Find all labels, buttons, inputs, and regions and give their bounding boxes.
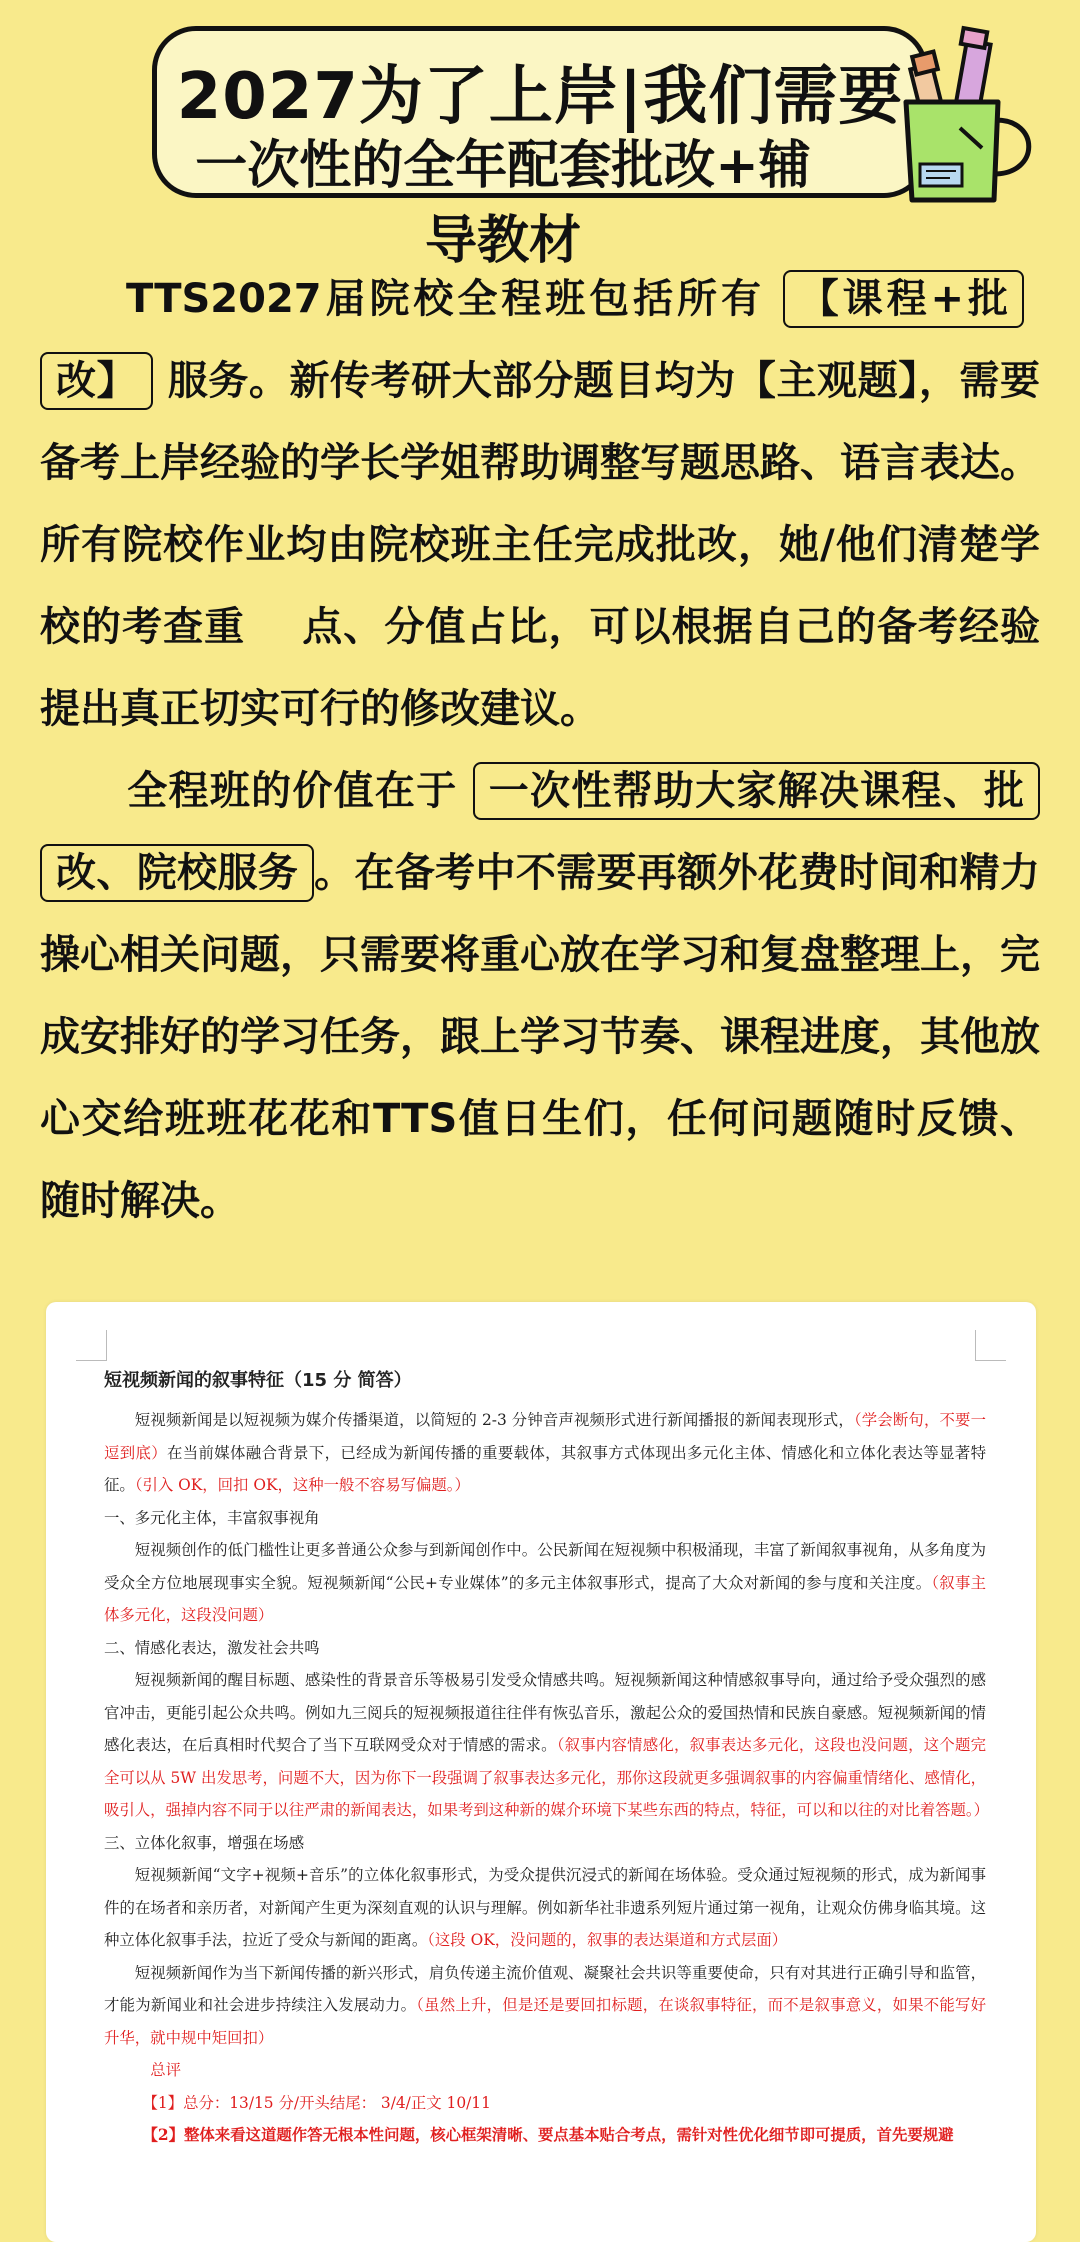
intro-paragraph-2 [40, 750, 1040, 1242]
section-body: 短视频创作的低门槛性让更多普通公众参与到新闻创作中。公民新闻在短视频中积极涌现，丰富了新闻叙事视角，从多角度为受众全方位地展现事实全貌。短视频新闻“公民+专业媒体”的多元主体叙事形式，提高了大众对新闻的参与度和关注度。（叙事主体多元化，这段没问题） [104, 1541, 986, 1624]
section-heading: 一、多元化主体，丰富叙事视角 [104, 1508, 320, 1527]
pencil-cup-icon [890, 24, 1040, 210]
intro-p1-text-c: 点、分值占比，可以根据自己的备考经验提出真正切实可行的修改建议。 [40, 604, 1041, 732]
page-corner-mark [76, 1330, 107, 1361]
review-comment: （引入 OK，回扣 OK，这种一般不容易写偏题。） [134, 1476, 470, 1494]
graded-essay-document [104, 1362, 989, 2152]
section-heading: 三、立体化叙事，增强在场感 [104, 1833, 305, 1852]
overall-review-heading: 总评 [150, 2061, 181, 2079]
intro-p2-text-a: 全程班的价值在于 [126, 768, 458, 814]
section-body: 短视频新闻“文字+视频+音乐”的立体化叙事形式，为受众提供沉浸式的新闻在场体验。受众通过短视频的形式，成为新闻事件的在场者和亲历者，对新闻产生更为深刻直观的认识与理解。例如新华社非遗系列短片通过第一视角，让观众仿佛身临其境。这种立体化叙事手法，拉近了受众与新闻的距离。（这段 OK，没问题的，叙事的表达渠道和方式层面） [104, 1866, 986, 1949]
graded-essay-card [46, 1302, 1036, 2242]
essay-intro: 短视频新闻是以短视频为媒介传播渠道，以简短的 2-3 分钟音声视频形式进行新闻播报的新闻表现形式，（学会断句，不要一逗到底）在当前媒体融合背景下，已经成为新闻传播的重要载体，其叙事方式体现出多元化主体、情感化和立体化表达等显著特征。（引入 OK，回扣 OK，这种一般不容易写偏题。） [104, 1411, 986, 1494]
intro-paragraph-1 [40, 258, 1040, 750]
overall-feedback: 【2】整体来看这道题作答无根本性问题，核心框架清晰、要点基本贴合考点，需针对性优化细节即可提质，首先要规避 [142, 2126, 954, 2144]
banner-title-line1: 2027为了上岸|我们需要 [176, 60, 904, 134]
intro-p2-text-b: 。在备考中不需要再额外花费时间和精力操心相关问题，只需要将重心放在学习和复盘整理上，完成安排好的学习任务，跟上学习节奏、课程进度，其他放心交给班班花花和TTS值日生们，任何问题随时反馈、随时解决。 [40, 850, 1041, 1224]
one-stop-service-highlight: 一次性帮助大家解决课程、批改、院校服务 [40, 762, 1040, 902]
essay-conclusion: 短视频新闻作为当下新闻传播的新兴形式，肩负传递主流价值观、凝聚社会共识等重要使命，只有对其进行正确引导和监管，才能为新闻业和社会进步持续注入发展动力。（虽然上升，但是还是要回扣标题，在谈叙事特征，而不是叙事意义，如果不能写好升华，就中规中矩回扣） [104, 1963, 986, 2047]
section-body: 短视频新闻的醒目标题、感染性的背景音乐等极易引发受众情感共鸣。短视频新闻这种情感叙事导向，通过给予受众强烈的感官冲击，更能引起公众共鸣。例如九三阅兵的短视频报道往往伴有恢弘音乐，激起公众的爱国热情和民族自豪感。短视频新闻的情感化表达，在后真相时代契合了当下互联网受众对于情感的需求。（叙事内容情感化，叙事表达多元化，这段也没问题，这个题完全可以从 5W 出发思考，问题不大，因为你下一段强调了叙事表达多元化，那你这段就更多强调叙事的内容偏重情绪化、感情化，吸引人，强掉内容不同于以往严肃的新闻表达，如果考到这种新的媒介环境下某些东西的特点，特征，可以和以往的对比着答题。） [104, 1671, 989, 1819]
review-comment: （叙事主体多元化，这段没问题） [104, 1573, 986, 1624]
page-corner-mark [975, 1330, 1006, 1361]
course-review-highlight: 【课程+批改】 [40, 270, 1024, 410]
review-comment: （这段 OK，没问题的，叙事的表达渠道和方式层面） [427, 1931, 788, 1949]
header-banner [152, 26, 928, 271]
review-comment: （虽然上升，但是还是要回扣标题，在谈叙事特征，而不是叙事意义，如果不能写好升华，就中规中矩回扣） [104, 1996, 986, 2047]
review-comment: （叙事内容情感化，叙事表达多元化，这段也没问题，这个题完全可以从 5W 出发思考，问题不大，因为你下一段强调了叙事表达多元化，那你这段就更多强调叙事的内容偏重情绪化、感情化，吸引人，强掉内容不同于以往严肃的新闻表达，如果考到这种新的媒介环境下某些东西的特点，特征，可以和以往的对比着答题。） [104, 1736, 989, 1819]
section-heading: 二、情感化表达，激发社会共鸣 [104, 1638, 320, 1657]
intro-p1-text-b: 服务。新传考研大部分题目均为【主观题】，需要备考上岸经验的学长学姐帮助调整写题思路、语言表达。所有院校作业均由院校班主任完成批改，她/他们清楚学校的考查重 [40, 358, 1040, 650]
essay-title: 短视频新闻的叙事特征（15 分 简答） [104, 1370, 412, 1391]
banner-title-line2: 一次性的全年配套批改+辅导教材 [195, 136, 811, 271]
intro-p1-text-a: TTS2027届院校全程班包括所有 [126, 276, 765, 322]
score-summary: 【1】总分：13/15 分/开头结尾： 3/4/正文 10/11 [142, 2093, 491, 2112]
review-comment: （学会断句，不要一逗到底） [104, 1411, 986, 1462]
